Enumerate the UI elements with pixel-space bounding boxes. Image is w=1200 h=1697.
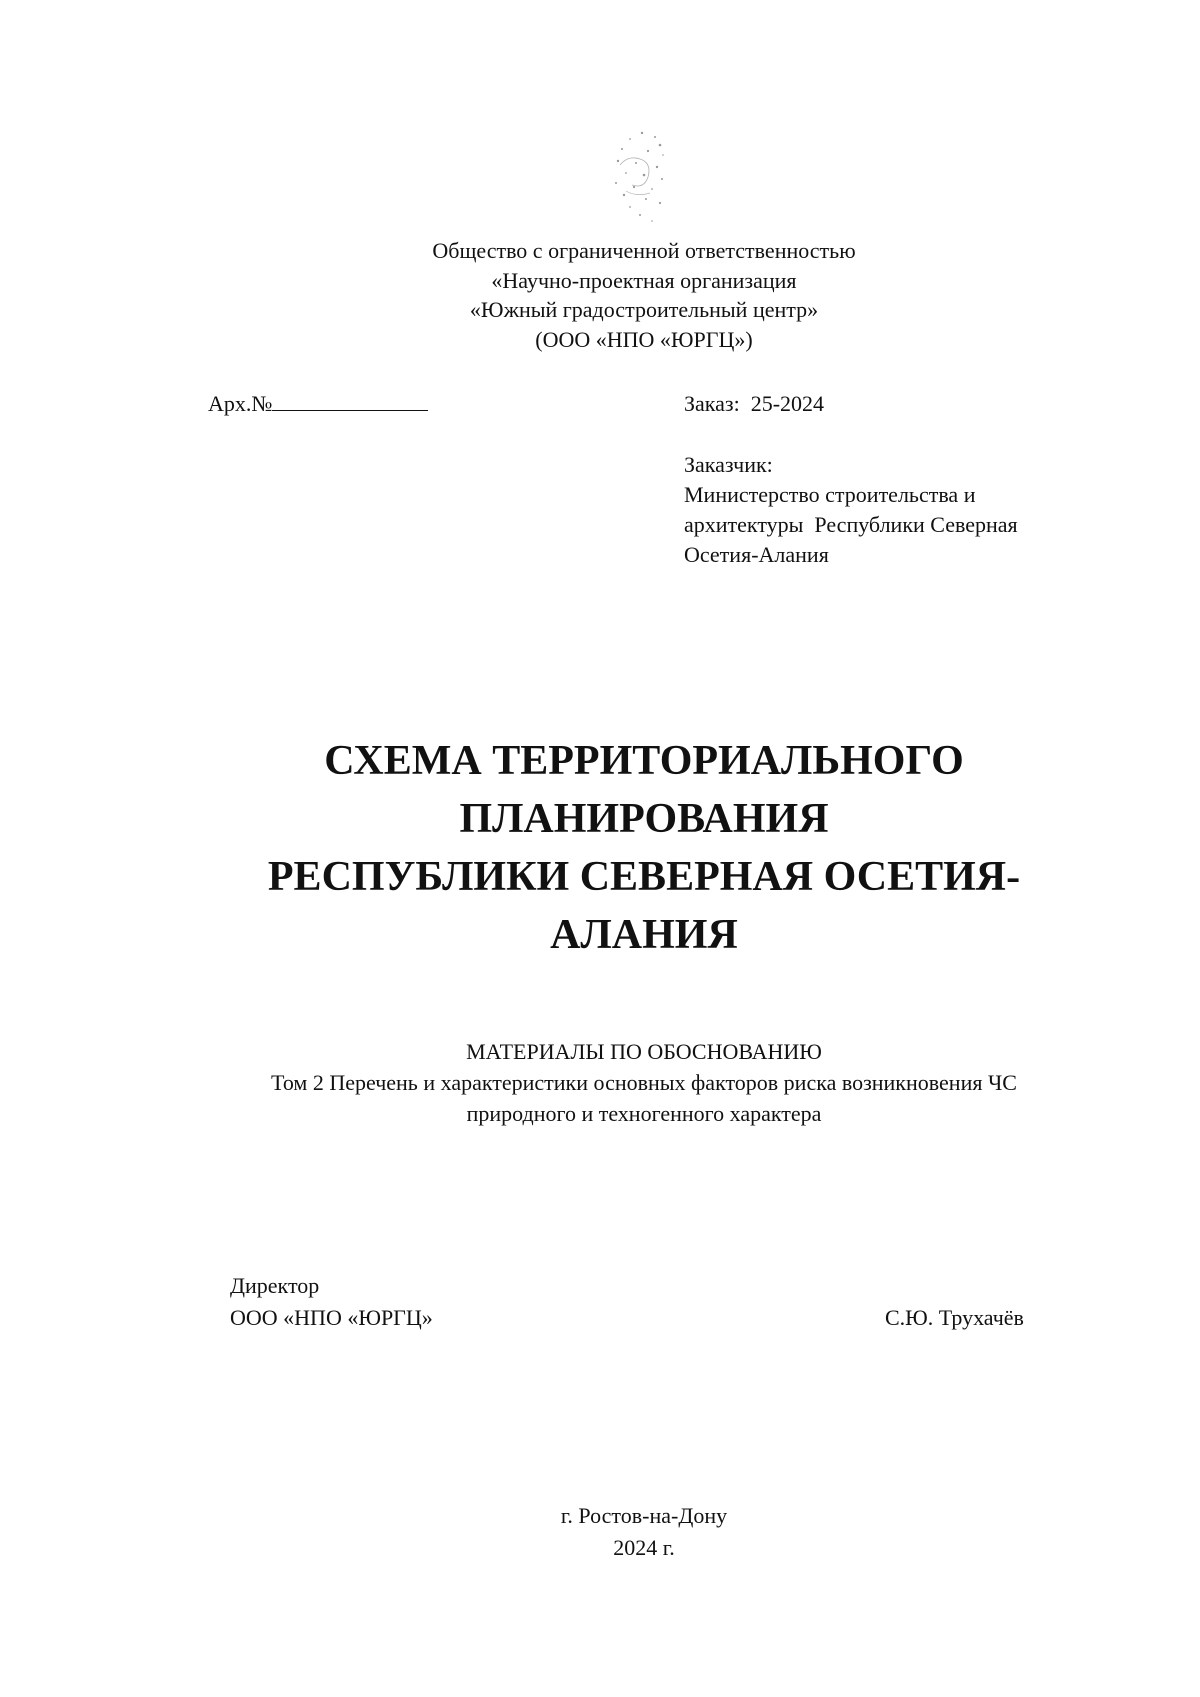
organization-line-1: Общество с ограниченной ответственностью	[432, 238, 856, 263]
footer-city: г. Ростов-на-Дону	[560, 1503, 728, 1528]
footer-year: 2024 г.	[613, 1535, 675, 1560]
seal-stamp	[600, 125, 680, 235]
title-line-3: РЕСПУБЛИКИ СЕВЕРНАЯ ОСЕТИЯ-	[267, 854, 1021, 900]
volume-line-1: Том 2 Перечень и характеристики основных факторов риска возникновения ЧС	[271, 1070, 1017, 1095]
signer-name: С.Ю. Трухачёв	[885, 1305, 1024, 1330]
director-organization: ООО «НПО «ЮРГЦ»	[230, 1305, 433, 1330]
materials-heading: МАТЕРИАЛЫ ПО ОБОСНОВАНИЮ	[466, 1039, 822, 1064]
director-block	[230, 1270, 433, 1334]
title-line-4: АЛАНИЯ	[550, 912, 738, 958]
order-label: Заказ:	[684, 391, 740, 416]
order-value: 25-2024	[750, 391, 825, 416]
volume-line-2: природного и техногенного характера	[466, 1101, 822, 1126]
organization-line-2: «Научно-проектная организация	[491, 267, 797, 293]
director-position: Директор	[230, 1273, 320, 1298]
organization-block	[0, 236, 1200, 354]
organization-line-4: (ООО «НПО «ЮРГЦ»)	[535, 326, 753, 352]
customer-line-2: архитектуры Республики Северная	[684, 512, 1018, 537]
order-number	[684, 390, 824, 418]
title-line-1: СХЕМА ТЕРРИТОРИАЛЬНОГО	[324, 738, 964, 784]
document-title	[0, 732, 1200, 964]
customer-line-1: Министерство строительства и	[684, 482, 976, 507]
archive-number-label: Арх.№	[208, 391, 273, 416]
customer-line-3: Осетия-Алания	[684, 542, 829, 567]
title-line-2: ПЛАНИРОВАНИЯ	[459, 796, 829, 842]
customer-block	[684, 450, 1104, 570]
organization-line-3: «Южный градостроительный центр»	[469, 297, 819, 322]
materials-block	[0, 1036, 1200, 1129]
archive-number-blank-line	[272, 390, 428, 411]
footer-block	[0, 1500, 1200, 1564]
customer-label: Заказчик:	[684, 452, 773, 477]
archive-number	[208, 390, 428, 418]
